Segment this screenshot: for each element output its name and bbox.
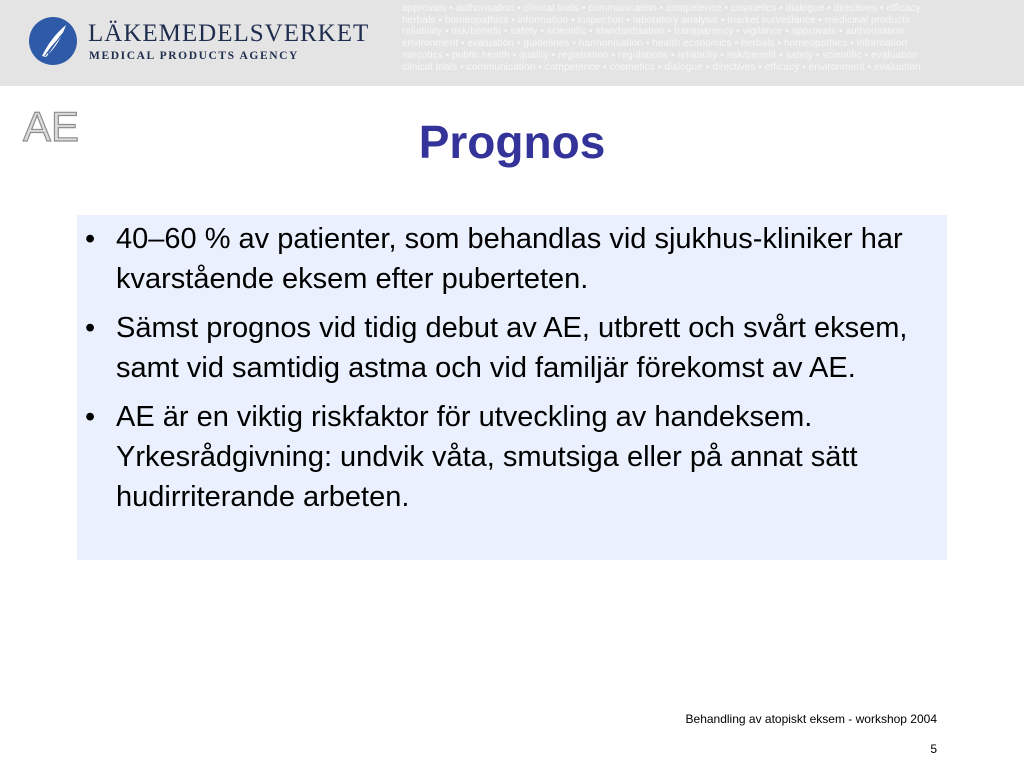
agency-name: LÄKEMEDELSVERKET <box>88 20 370 47</box>
header-banner <box>0 0 1024 86</box>
agency-logo <box>28 14 370 70</box>
slide-title: Prognos <box>418 116 606 168</box>
bullet-text: AE är en viktig riskfaktor för utveckling av handeksem. Yrkesrådgivning: undvik våta, smutsiga eller på annat sätt hudirriterande arbeten. <box>116 401 858 513</box>
page-number: 5 <box>930 742 937 756</box>
bullet-list <box>85 219 939 517</box>
banner-line: environment • evaluation • guidelines • harmonisation • health economics • herbals • homeopathics • information <box>402 38 908 50</box>
banner-keywords <box>402 3 1024 83</box>
list-item <box>85 308 939 388</box>
banner-line: reliability • risk/benefit • safety • scientific • standardisation • transparency • vigilance • approvals • authorisation <box>402 26 905 38</box>
list-item <box>85 397 939 517</box>
banner-line: approvals • authorisation • clinical trials • communication • competence • cosmetics • dialogue • directives • efficacy <box>402 3 921 14</box>
banner-line: herbals • homeopathics • information • inspection • laboratory analysis • market surveillance • medicinal products <box>402 14 911 26</box>
banner-line: clinical trials • communication • competence • cosmetics • dialogue • directives • efficacy • environment • evaluation <box>402 61 921 73</box>
list-item <box>85 219 939 299</box>
section-mark: AE <box>23 103 80 150</box>
bullet-text: Sämst prognos vid tidig debut av AE, utbrett och svårt eksem, samt vid samtidig astma och vid familjär förekomst av AE. <box>116 312 908 384</box>
feather-emblem-icon <box>28 16 78 66</box>
bullet-icon: • <box>85 223 96 255</box>
bullet-icon: • <box>85 401 96 433</box>
banner-line: narcotics • public health • quality • registration • regulations • reliability • risk/benefit • safety • scientific • evaluation <box>402 49 918 61</box>
content-box <box>77 215 947 560</box>
footer-note: Behandling av atopiskt eksem - workshop 2004 <box>685 712 937 726</box>
bullet-icon: • <box>85 312 96 344</box>
agency-subtitle: MEDICAL PRODUCTS AGENCY <box>89 50 299 62</box>
bullet-text: 40–60 % av patienter, som behandlas vid sjukhus-kliniker har kvarstående eksem efter puberteten. <box>116 223 903 295</box>
